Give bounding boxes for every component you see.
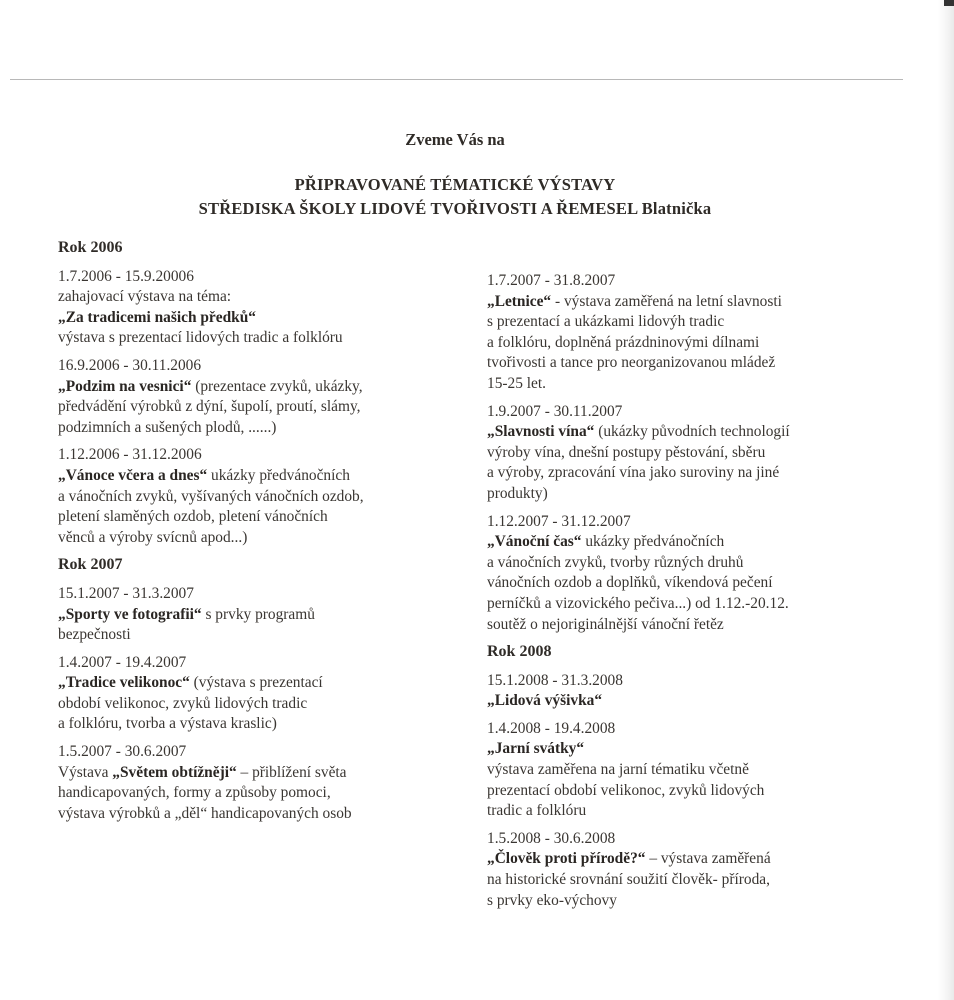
exhibition-entry <box>487 512 907 636</box>
entry-text: soutěž o nejoriginálnější vánoční řetěz <box>487 615 724 633</box>
entry-text: ukázky předvánočních <box>581 533 725 551</box>
entry-title: „Světem obtížněji“ <box>112 763 237 781</box>
entry-text: a folklóru, doplněná prázdninovými dílnami <box>487 333 760 351</box>
scan-edge <box>938 0 954 1000</box>
entry-text: prezentací období velikonoc, zvyků lidových <box>487 781 765 799</box>
entry-text: 15-25 let. <box>487 374 546 392</box>
entry-title: „Jarní svátky“ <box>487 740 585 758</box>
title-line-1: PŘIPRAVOVANÉ TÉMATICKÉ VÝSTAVY <box>294 175 616 194</box>
exhibition-entry <box>487 719 907 822</box>
entry-text: výstava výrobků a „děl“ handicapovaných osob <box>58 804 352 822</box>
entry-text: a vánočních zvyků, tvorby různých druhů <box>487 553 744 571</box>
entry-text: pletení slaměných ozdob, pletení vánočních <box>58 508 328 526</box>
entry-date: 16.9.2006 - 30.11.2006 <box>58 356 202 374</box>
entry-title: „Lidová výšivka“ <box>487 692 603 710</box>
entry-title: „Slavnosti vína“ <box>487 423 595 441</box>
entry-date: 1.4.2007 - 19.4.2007 <box>58 653 187 671</box>
exhibition-entry <box>58 584 468 646</box>
entry-text: – přiblížení světa <box>236 763 347 781</box>
entry-text: a vánočních zvyků, vyšívaných vánočních ozdob, <box>58 487 364 505</box>
entry-title: „Člověk proti přírodě?“ <box>487 850 646 868</box>
entry-text: (ukázky původních technologií <box>594 423 790 441</box>
exhibition-entry <box>58 742 468 824</box>
entry-text: období velikonoc, zvyků lidových tradic <box>58 694 308 712</box>
exhibition-entry <box>487 402 907 505</box>
entry-text: věnců a výroby svícnů apod...) <box>58 528 248 546</box>
exhibition-entry <box>58 445 468 548</box>
entry-date: 1.5.2008 - 30.6.2008 <box>487 829 616 847</box>
year-heading-2006: Rok 2006 <box>58 239 123 256</box>
entry-date: 1.5.2007 - 30.6.2007 <box>58 743 187 761</box>
entry-text: s prezentací a ukázkami lidovýh tradic <box>487 313 725 331</box>
entry-date: 1.12.2007 - 31.12.2007 <box>487 512 631 530</box>
entry-title: „Sporty ve fotografii“ <box>58 605 202 623</box>
title-line-2: STŘEDISKA ŠKOLY LIDOVÉ TVOŘIVOSTI A ŘEMESEL Blatnička <box>198 199 712 218</box>
year-heading-2007: Rok 2007 <box>58 556 123 574</box>
entry-title: „Vánoční čas“ <box>487 533 582 551</box>
left-column <box>58 238 468 831</box>
entry-date: 1.7.2006 - 15.9.20006 <box>58 267 194 285</box>
entry-text: a výroby, zpracování vína jako suroviny na jiné <box>487 464 780 482</box>
entry-text: s prvky programů <box>201 605 315 623</box>
entry-title: „Tradice velikonoc“ <box>58 674 190 692</box>
entry-date: 15.1.2007 - 31.3.2007 <box>58 584 194 602</box>
entry-text: a folklóru, tvorba a výstava kraslic) <box>58 715 277 733</box>
entry-title: „Za tradicemi našich předků“ <box>58 308 256 326</box>
entry-text: bezpečnosti <box>58 626 131 644</box>
year-heading-2008: Rok 2008 <box>487 643 552 661</box>
entry-text: (výstava s prezentací <box>189 674 323 692</box>
entry-text: ukázky předvánočních <box>207 466 350 484</box>
exhibition-entry <box>487 671 907 712</box>
entry-text: Výstava <box>58 763 113 781</box>
exhibition-entry <box>58 653 468 735</box>
entry-text: tradic a folklóru <box>487 802 587 820</box>
exhibition-entry <box>487 271 907 395</box>
scan-edge-mark <box>944 0 954 6</box>
entry-date: 1.7.2007 - 31.8.2007 <box>487 272 616 289</box>
entry-text: (prezentace zvyků, ukázky, <box>191 377 363 395</box>
entry-title: „Letnice“ <box>487 292 552 310</box>
entry-date: 15.1.2008 - 31.3.2008 <box>487 671 623 689</box>
entry-text: předvádění výrobků z dýní, šupolí, proutí, slámy, <box>58 398 361 416</box>
entry-text: perníčků a vizovického pečiva...) od 1.12.-20.12. <box>487 594 789 612</box>
exhibition-entry <box>58 356 468 438</box>
top-rule <box>10 79 903 80</box>
entry-title: „Vánoce včera a dnes“ <box>58 466 208 484</box>
entry-date: 1.9.2007 - 30.11.2007 <box>487 402 623 420</box>
entry-text: vánočních ozdob a doplňků, víkendová pečení <box>487 574 773 592</box>
invitation-line: Zveme Vás na <box>405 130 505 149</box>
entry-text: výstava s prezentací lidových tradic a folklóru <box>58 329 343 347</box>
entry-date: 1.12.2006 - 31.12.2006 <box>58 446 202 464</box>
entry-title: „Podzim na vesnici“ <box>58 377 192 395</box>
exhibition-entry <box>487 829 907 911</box>
exhibition-entry <box>58 267 468 349</box>
entry-text: handicapovaných, formy a způsoby pomoci, <box>58 784 331 802</box>
entry-text: - výstava zaměřená na letní slavnosti <box>551 292 782 310</box>
entry-date: 1.4.2008 - 19.4.2008 <box>487 719 616 737</box>
entry-text: na historické srovnání soužití člověk- příroda, <box>487 871 770 889</box>
entry-text: podzimních a sušených plodů, ......) <box>58 418 277 436</box>
entry-text: – výstava zaměřená <box>645 850 771 868</box>
entry-text: výstava zaměřena na jarní tématiku včetně <box>487 761 749 779</box>
entry-text: s prvky eko-výchovy <box>487 891 617 909</box>
entry-text: tvořivosti a tance pro neorganizovanou mládež <box>487 354 776 372</box>
right-column <box>487 271 907 918</box>
entry-text: zahajovací výstava na téma: <box>58 288 232 306</box>
entry-text: produkty) <box>487 484 548 502</box>
entry-text: výroby vína, dnešní postupy pěstování, sběru <box>487 443 766 461</box>
